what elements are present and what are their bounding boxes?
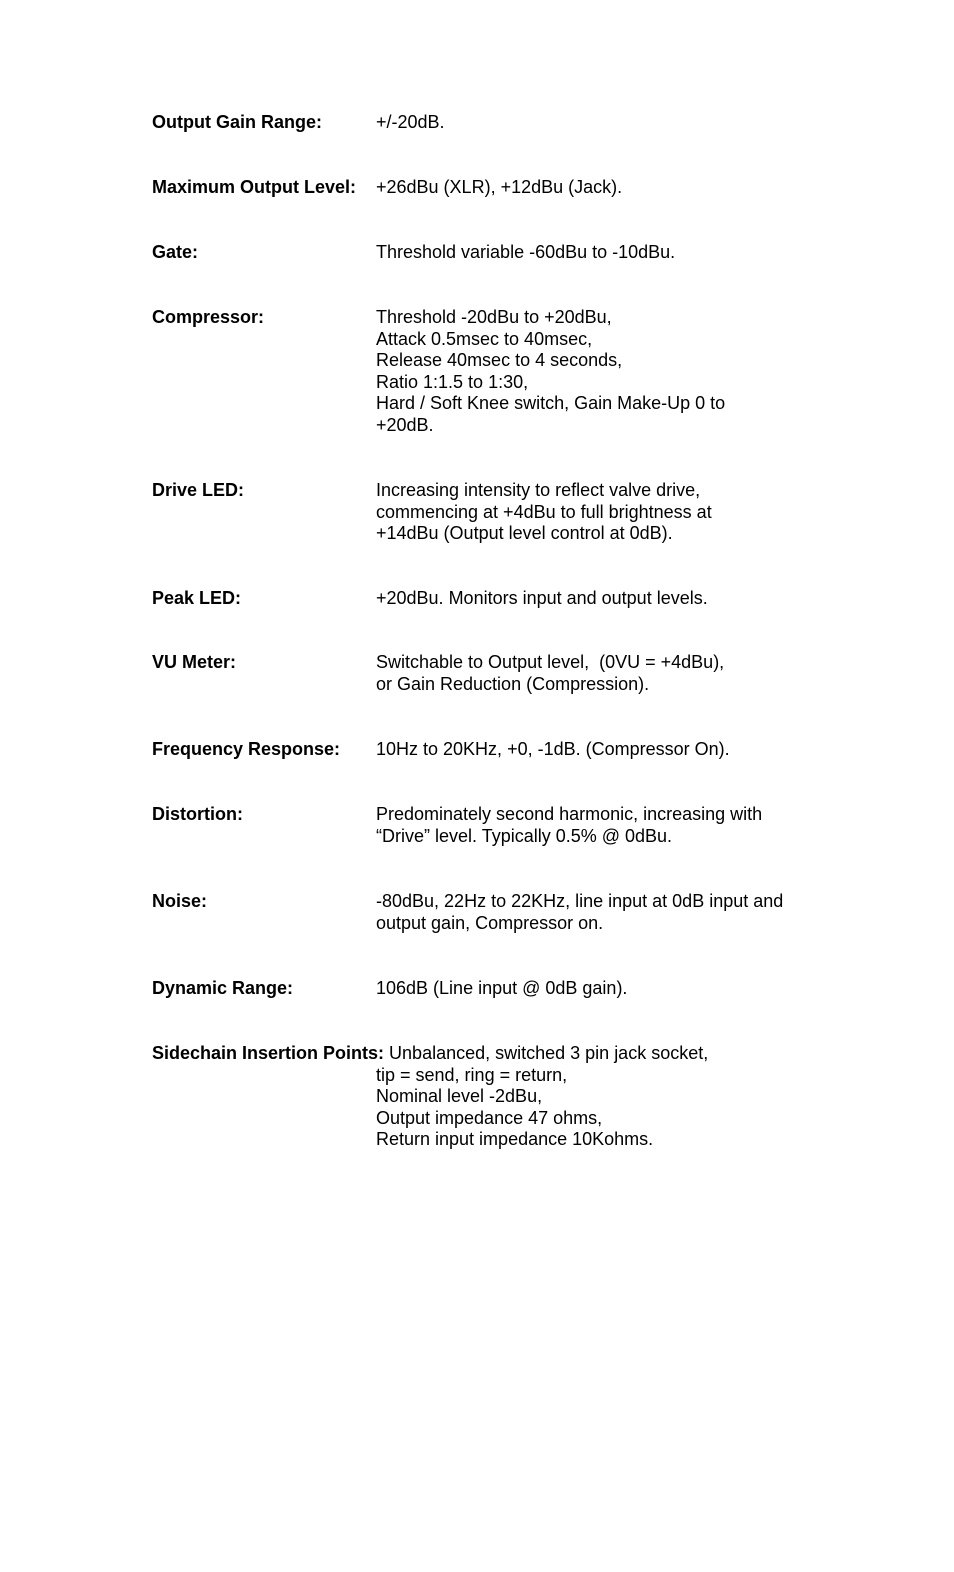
spec-value-line: Ratio 1:1.5 to 1:30, <box>376 371 529 392</box>
spec-label: Output Gain Range: <box>152 112 322 132</box>
spec-value <box>376 480 836 545</box>
spec-value-line: +14dBu (Output level control at 0dB). <box>376 523 673 544</box>
spec-label: Frequency Response: <box>152 739 341 759</box>
spec-value <box>376 588 836 610</box>
spec-value <box>376 177 836 199</box>
spec-value-line: +20dBu. Monitors input and output levels. <box>376 588 708 608</box>
spec-value <box>376 652 836 695</box>
spec-value-line: +26dBu (XLR), +12dBu (Jack). <box>376 177 623 197</box>
spec-value-line: -80dBu, 22Hz to 22KHz, line input at 0dB input and <box>376 891 784 911</box>
spec-value-line: Increasing intensity to reflect valve drive, <box>376 480 701 500</box>
spec-value-line: +/-20dB. <box>376 112 445 132</box>
spec-value-line: commencing at +4dBu to full brightness at <box>376 501 712 522</box>
spec-value-line: Attack 0.5msec to 40msec, <box>376 328 593 349</box>
spec-value-line: Unbalanced, switched 3 pin jack socket, <box>389 1043 709 1063</box>
spec-value-line: 106dB (Line input @ 0dB gain). <box>376 978 628 998</box>
spec-value <box>376 1065 836 1151</box>
spec-value-line: Predominately second harmonic, increasing with <box>376 804 763 824</box>
spec-value-line: Hard / Soft Knee switch, Gain Make-Up 0 to <box>376 393 726 414</box>
spec-value <box>376 242 836 264</box>
spec-value-line: tip = send, ring = return, <box>376 1064 568 1085</box>
spec-value <box>376 112 836 134</box>
spec-value-line: Threshold -20dBu to +20dBu, <box>376 307 612 327</box>
spec-label: VU Meter: <box>152 652 237 672</box>
spec-value-line: Nominal level -2dBu, <box>376 1086 543 1107</box>
spec-value <box>376 804 836 847</box>
spec-value <box>376 739 836 761</box>
spec-value <box>376 978 836 1000</box>
spec-label: Compressor: <box>152 307 265 327</box>
spec-value-line: 10Hz to 20KHz, +0, -1dB. (Compressor On). <box>376 739 730 759</box>
spec-label: Peak LED: <box>152 588 242 608</box>
spec-label <box>152 1043 708 1065</box>
spec-value-line: +20dB. <box>376 414 434 435</box>
spec-value-line: Output impedance 47 ohms, <box>376 1107 603 1128</box>
spec-label-text: Sidechain Insertion Points: <box>152 1043 385 1063</box>
spec-value <box>376 307 836 437</box>
spec-label: Dynamic Range: <box>152 978 294 998</box>
spec-label: Distortion: <box>152 804 243 824</box>
spec-label: Drive LED: <box>152 480 245 500</box>
spec-value-line: Return input impedance 10Kohms. <box>376 1129 654 1150</box>
spec-label: Noise: <box>152 891 208 911</box>
spec-value-line: Threshold variable -60dBu to -10dBu. <box>376 242 676 262</box>
spec-value-line: “Drive” level. Typically 0.5% @ 0dBu. <box>376 825 673 846</box>
spec-label: Gate: <box>152 242 199 262</box>
spec-label: Maximum Output Level: <box>152 177 357 197</box>
spec-value-line: Release 40msec to 4 seconds, <box>376 350 623 371</box>
spec-value-line: output gain, Compressor on. <box>376 912 604 933</box>
spec-value-line: or Gain Reduction (Compression). <box>376 673 650 694</box>
spec-value-line: Switchable to Output level, (0VU = +4dBu), <box>376 652 725 672</box>
spec-value <box>376 891 836 934</box>
